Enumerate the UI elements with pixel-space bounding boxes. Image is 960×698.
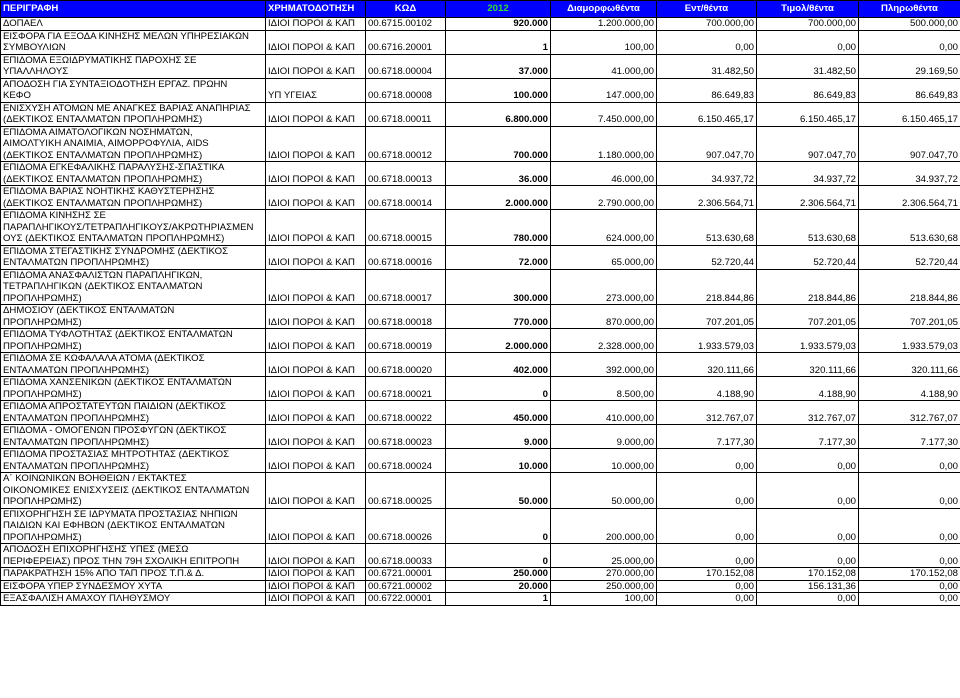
cell-code: 00.6721.00002: [366, 580, 446, 593]
cell-formed: 8.500,00: [551, 377, 657, 401]
description-line: ΕΝΤΑΛΜΑΤΩΝ ΠΡΟΠΛΗΡΩΜΗΣ): [3, 436, 150, 448]
cell-code: 00.6718.00025: [366, 473, 446, 509]
cell-committed: 907.047,70: [657, 126, 757, 162]
description-line: ΕΙΣΦΟΡΑ ΥΠΕΡ ΣΥΝΔΕΣΜΟΥ ΧΥΤΑ: [3, 580, 163, 592]
cell-committed: 4.188,90: [657, 377, 757, 401]
description-line: ΠΑΡΑΠΛΗΓΙΚΟΥΣ/ΤΕΤΡΑΠΛΗΓΙΚΟΥΣ/ΑΚΡΩΤΗΡΙΑΣΜΕΝ: [3, 221, 254, 233]
cell-paid: 7.177,30: [859, 425, 960, 449]
cell-funding: ΙΔΙΟΙ ΠΟΡΟΙ & ΚΑΠ: [266, 544, 366, 568]
cell-code: 00.6718.00024: [366, 449, 446, 473]
cell-committed: 7.177,30: [657, 425, 757, 449]
cell-2012: 2.000.000: [446, 329, 551, 353]
cell-description: [1, 269, 266, 305]
cell-committed: 0,00: [657, 473, 757, 509]
description-line: ΕΠΙΔΟΜΑ ΠΡΟΣΤΑΣΙΑΣ ΜΗΤΡΟΤΗΤΑΣ (ΔΕΚΤΙΚΟΣ: [3, 449, 230, 460]
cell-paid: 2.306.564,71: [859, 186, 960, 210]
table-row: [1, 449, 960, 473]
cell-paid: 34.937,72: [859, 162, 960, 186]
cell-funding: ΙΔΙΟΙ ΠΟΡΟΙ & ΚΑΠ: [266, 508, 366, 544]
cell-funding: ΙΔΙΟΙ ΠΟΡΟΙ & ΚΑΠ: [266, 401, 366, 425]
cell-2012: 20.000: [446, 580, 551, 593]
cell-invoiced: 34.937,72: [757, 162, 859, 186]
description-line: ΠΡΟΠΛΗΡΩΜΗΣ): [3, 292, 82, 304]
cell-invoiced: 52.720,44: [757, 245, 859, 269]
table-row: [1, 580, 960, 593]
cell-2012: 2.000.000: [446, 186, 551, 210]
cell-invoiced: 4.188,90: [757, 377, 859, 401]
cell-funding: ΙΔΙΟΙ ΠΟΡΟΙ & ΚΑΠ: [266, 353, 366, 377]
cell-funding: ΙΔΙΟΙ ΠΟΡΟΙ & ΚΑΠ: [266, 329, 366, 353]
cell-2012: 1: [446, 30, 551, 54]
cell-description: [1, 162, 266, 186]
description-line: ΕΠΙΔΟΜΑ ΕΓΚΕΦΑΛΙΚΗΣ ΠΑΡΑΛΥΣΗΣ-ΣΠΑΣΤΙΚΑ: [3, 162, 225, 173]
cell-funding: ΙΔΙΟΙ ΠΟΡΟΙ & ΚΑΠ: [266, 425, 366, 449]
cell-committed: 0,00: [657, 580, 757, 593]
table-row: [1, 473, 960, 509]
table-row: [1, 329, 960, 353]
cell-formed: 250.000,00: [551, 580, 657, 593]
cell-formed: 200.000,00: [551, 508, 657, 544]
cell-committed: 312.767,07: [657, 401, 757, 425]
cell-description: [1, 544, 266, 568]
cell-invoiced: 86.649,83: [757, 78, 859, 102]
cell-code: 00.6718.00018: [366, 305, 446, 329]
cell-invoiced: 31.482,50: [757, 54, 859, 78]
description-line: ΕΠΙΔΟΜΑ ΤΥΦΛΟΤΗΤΑΣ (ΔΕΚΤΙΚΟΣ ΕΝΤΑΛΜΑΤΩΝ: [3, 329, 233, 340]
cell-code: 00.6718.00022: [366, 401, 446, 425]
description-line: (ΔΕΚΤΙΚΟΣ ΕΝΤΑΛΜΑΤΩΝ ΠΡΟΠΛΗΡΩΜΗΣ): [3, 197, 203, 209]
cell-committed: 707.201,05: [657, 305, 757, 329]
description-line: ΕΝΤΑΛΜΑΤΩΝ ΠΡΟΠΛΗΡΩΜΗΣ): [3, 364, 150, 376]
cell-formed: 50.000,00: [551, 473, 657, 509]
cell-paid: 170.152,08: [859, 568, 960, 581]
cell-committed: 0,00: [657, 593, 757, 606]
cell-formed: 410.000,00: [551, 401, 657, 425]
cell-2012: 700.000: [446, 126, 551, 162]
description-line: ΣΥΜΒΟΥΛΙΩΝ: [3, 42, 66, 53]
cell-description: [1, 305, 266, 329]
table-row: [1, 30, 960, 54]
cell-description: [1, 425, 266, 449]
description-line: ΕΠΙΧΟΡΗΓΗΣΗ ΣΕ ΙΔΡΥΜΑΤΑ ΠΡΟΣΤΑΣΙΑΣ ΝΗΠΙΩΝ: [3, 508, 238, 520]
cell-paid: 312.767,07: [859, 401, 960, 425]
cell-description: [1, 377, 266, 401]
cell-formed: 25.000,00: [551, 544, 657, 568]
cell-2012: 50.000: [446, 473, 551, 509]
cell-invoiced: 0,00: [757, 449, 859, 473]
cell-formed: 1.180.000,00: [551, 126, 657, 162]
cell-2012: 37.000: [446, 54, 551, 78]
description-line: ΠΑΡΑΚΡΑΤΗΣΗ 15% ΑΠΟ ΤΑΠ ΠΡΟΣ Τ.Π.& Δ.: [3, 568, 205, 579]
cell-2012: 9.000: [446, 425, 551, 449]
description-line: (ΔΕΚΤΙΚΟΣ ΕΝΤΑΛΜΑΤΩΝ ΠΡΟΠΛΗΡΩΜΗΣ): [3, 149, 203, 161]
cell-invoiced: 707.201,05: [757, 305, 859, 329]
cell-2012: 6.800.000: [446, 102, 551, 126]
cell-description: [1, 353, 266, 377]
cell-invoiced: 0,00: [757, 473, 859, 509]
description-line: ΔΟΠΑΕΛ: [3, 18, 43, 29]
cell-description: [1, 401, 266, 425]
cell-description: [1, 580, 266, 593]
cell-committed: 52.720,44: [657, 245, 757, 269]
cell-paid: 4.188,90: [859, 377, 960, 401]
table-row: [1, 162, 960, 186]
cell-invoiced: 0,00: [757, 593, 859, 606]
cell-invoiced: 0,00: [757, 30, 859, 54]
header-invoiced: Τιμολ/θέντα: [757, 1, 859, 18]
cell-formed: 7.450.000,00: [551, 102, 657, 126]
header-committed: Εντ/θέντα: [657, 1, 757, 18]
table-row: [1, 186, 960, 210]
cell-committed: 0,00: [657, 449, 757, 473]
cell-2012: 10.000: [446, 449, 551, 473]
cell-paid: 0,00: [859, 580, 960, 593]
cell-funding: ΙΔΙΟΙ ΠΟΡΟΙ & ΚΑΠ: [266, 210, 366, 246]
cell-description: [1, 210, 266, 246]
cell-committed: 1.933.579,03: [657, 329, 757, 353]
cell-formed: 392.000,00: [551, 353, 657, 377]
cell-paid: 707.201,05: [859, 305, 960, 329]
cell-committed: 34.937,72: [657, 162, 757, 186]
header-row: [1, 1, 960, 18]
cell-description: [1, 449, 266, 473]
cell-2012: 0: [446, 544, 551, 568]
cell-funding: ΙΔΙΟΙ ΠΟΡΟΙ & ΚΑΠ: [266, 593, 366, 606]
table-row: [1, 544, 960, 568]
cell-committed: 513.630,68: [657, 210, 757, 246]
cell-invoiced: 6.150.465,17: [757, 102, 859, 126]
cell-formed: 2.790.000,00: [551, 186, 657, 210]
cell-funding: ΙΔΙΟΙ ΠΟΡΟΙ & ΚΑΠ: [266, 102, 366, 126]
cell-description: [1, 54, 266, 78]
cell-funding: ΙΔΙΟΙ ΠΟΡΟΙ & ΚΑΠ: [266, 473, 366, 509]
cell-invoiced: 156.131,36: [757, 580, 859, 593]
description-line: ΠΑΙΔΙΩΝ ΚΑΙ ΕΦΗΒΩΝ (ΔΕΚΤΙΚΟΣ ΕΝΤΑΛΜΑΤΩΝ: [3, 520, 225, 531]
table-row: [1, 508, 960, 544]
cell-funding: ΙΔΙΟΙ ΠΟΡΟΙ & ΚΑΠ: [266, 162, 366, 186]
description-line: ΕΠΙΔΟΜΑ ΣΕ ΚΩΦΑΛΑΛΑ ΑΤΟΜΑ (ΔΕΚΤΙΚΟΣ: [3, 353, 205, 364]
description-line: ΠΡΟΠΛΗΡΩΜΗΣ): [3, 316, 82, 328]
table-row: [1, 401, 960, 425]
description-line: ΑΠΟΔΟΣΗ ΕΠΙΧΟΡΗΓΗΣΗΣ ΥΠΕΣ (ΜΕΣΩ: [3, 544, 189, 555]
description-line: ΕΠΙΔΟΜΑ ΒΑΡΙΑΣ ΝΟΗΤΙΚΗΣ ΚΑΘΥΣΤΕΡΗΣΗΣ: [3, 186, 215, 197]
cell-invoiced: 1.933.579,03: [757, 329, 859, 353]
cell-funding: ΙΔΙΟΙ ΠΟΡΟΙ & ΚΑΠ: [266, 269, 366, 305]
cell-description: [1, 102, 266, 126]
cell-committed: 2.306.564,71: [657, 186, 757, 210]
cell-description: [1, 593, 266, 606]
cell-funding: ΥΠ ΥΓΕΙΑΣ: [266, 78, 366, 102]
description-line: ΥΠΑΛΛΗΛΟΥΣ: [3, 66, 69, 77]
cell-code: 00.6722.00001: [366, 593, 446, 606]
table-row: [1, 245, 960, 269]
cell-paid: 0,00: [859, 593, 960, 606]
table-row: [1, 126, 960, 162]
description-line: ΕΞΑΣΦΑΛΙΣΗ ΑΜΑΧΟΥ ΠΛΗΘΥΣΜΟΥ: [3, 593, 171, 604]
cell-invoiced: 320.111,66: [757, 353, 859, 377]
header-paid: Πληρωθέντα: [859, 1, 960, 18]
cell-2012: 250.000: [446, 568, 551, 581]
cell-formed: 273.000,00: [551, 269, 657, 305]
cell-committed: 0,00: [657, 544, 757, 568]
description-line: ΠΡΟΠΛΗΡΩΜΗΣ): [3, 388, 82, 400]
cell-funding: ΙΔΙΟΙ ΠΟΡΟΙ & ΚΑΠ: [266, 377, 366, 401]
table-row: [1, 425, 960, 449]
cell-formed: 147.000,00: [551, 78, 657, 102]
cell-paid: 513.630,68: [859, 210, 960, 246]
cell-paid: 0,00: [859, 473, 960, 509]
cell-description: [1, 18, 266, 31]
table-row: [1, 269, 960, 305]
cell-description: [1, 329, 266, 353]
cell-invoiced: 0,00: [757, 544, 859, 568]
description-line: ΕΠΙΔΟΜΑ ΧΑΝΣΕΝΙΚΩΝ (ΔΕΚΤΙΚΟΣ ΕΝΤΑΛΜΑΤΩΝ: [3, 377, 232, 388]
cell-code: 00.6721.00001: [366, 568, 446, 581]
cell-committed: 0,00: [657, 508, 757, 544]
cell-paid: 1.933.579,03: [859, 329, 960, 353]
description-line: ΕΝΤΑΛΜΑΤΩΝ ΠΡΟΠΛΗΡΩΜΗΣ): [3, 257, 150, 268]
description-line: ΠΡΟΠΛΗΡΩΜΗΣ): [3, 340, 82, 352]
cell-paid: 52.720,44: [859, 245, 960, 269]
cell-paid: 218.844,86: [859, 269, 960, 305]
cell-committed: 0,00: [657, 30, 757, 54]
cell-2012: 402.000: [446, 353, 551, 377]
cell-2012: 1: [446, 593, 551, 606]
header-description: ΠΕΡΙΓΡΑΦΗ: [1, 1, 266, 18]
description-line: ΕΠΙΔΟΜΑ - ΟΜΟΓΕΝΩΝ ΠΡΟΣΦΥΓΩΝ (ΔΕΚΤΙΚΟΣ: [3, 425, 227, 436]
description-line: ΕΠΙΔΟΜΑ ΑΠΡΟΣΤΑΤΕΥΤΩΝ ΠΑΙΔΙΩΝ (ΔΕΚΤΙΚΟΣ: [3, 401, 226, 412]
description-line: ΕΙΣΦΟΡΑ ΓΙΑ ΕΞΟΔΑ ΚΙΝΗΣΗΣ ΜΕΛΩΝ ΥΠΗΡΕΣΙΑΚΩΝ: [3, 30, 249, 42]
description-line: ΠΡΟΠΛΗΡΩΜΗΣ): [3, 531, 82, 543]
table-row: [1, 593, 960, 606]
cell-funding: ΙΔΙΟΙ ΠΟΡΟΙ & ΚΑΠ: [266, 30, 366, 54]
cell-funding: ΙΔΙΟΙ ΠΟΡΟΙ & ΚΑΠ: [266, 449, 366, 473]
cell-funding: ΙΔΙΟΙ ΠΟΡΟΙ & ΚΑΠ: [266, 186, 366, 210]
cell-paid: 907.047,70: [859, 126, 960, 162]
cell-description: [1, 245, 266, 269]
cell-formed: 41.000,00: [551, 54, 657, 78]
description-line: ΠΕΡΙΦΕΡΕΙΑΣ) ΠΡΟΣ ΤΗΝ 79Η ΣΧΟΛΙΚΗ ΕΠΙΤΡΟΠΗ: [3, 555, 240, 567]
cell-committed: 700.000,00: [657, 18, 757, 31]
cell-2012: 36.000: [446, 162, 551, 186]
cell-2012: 300.000: [446, 269, 551, 305]
cell-code: 00.6718.00020: [366, 353, 446, 377]
cell-formed: 65.000,00: [551, 245, 657, 269]
cell-code: 00.6718.00033: [366, 544, 446, 568]
cell-description: [1, 508, 266, 544]
cell-2012: 450.000: [446, 401, 551, 425]
cell-paid: 6.150.465,17: [859, 102, 960, 126]
description-line: ΕΝΤΑΛΜΑΤΩΝ ΠΡΟΠΛΗΡΩΜΗΣ): [3, 460, 150, 472]
cell-code: 00.6715.00102: [366, 18, 446, 31]
cell-description: [1, 186, 266, 210]
cell-funding: ΙΔΙΟΙ ΠΟΡΟΙ & ΚΑΠ: [266, 305, 366, 329]
cell-formed: 270.000,00: [551, 568, 657, 581]
description-line: ΑΠΟΔΟΣΗ ΓΙΑ ΣΥΝΤΑΞΙΟΔΟΤΗΣΗ ΕΡΓΑΖ. ΠΡΩΗΝ: [3, 78, 228, 90]
cell-formed: 100,00: [551, 30, 657, 54]
cell-invoiced: 700.000,00: [757, 18, 859, 31]
header-funding: ΧΡΗΜΑΤΟΔΟΤΗΣΗ: [266, 1, 366, 18]
description-line: ΕΠΙΔΟΜΑ ΣΤΕΓΑΣΤΙΚΗΣ ΣΥΝΔΡΟΜΗΣ (ΔΕΚΤΙΚΟΣ: [3, 245, 229, 257]
cell-paid: 320.111,66: [859, 353, 960, 377]
cell-description: [1, 78, 266, 102]
cell-code: 00.6716.20001: [366, 30, 446, 54]
description-line: ΕΠΙΔΟΜΑ ΚΙΝΗΣΗΣ ΣΕ: [3, 210, 106, 221]
description-line: ΕΝΤΑΛΜΑΤΩΝ ΠΡΟΠΛΗΡΩΜΗΣ): [3, 412, 150, 424]
cell-invoiced: 7.177,30: [757, 425, 859, 449]
table-row: [1, 102, 960, 126]
cell-funding: ΙΔΙΟΙ ΠΟΡΟΙ & ΚΑΠ: [266, 18, 366, 31]
cell-2012: 0: [446, 377, 551, 401]
cell-formed: 1.200.000,00: [551, 18, 657, 31]
cell-invoiced: 170.152,08: [757, 568, 859, 581]
cell-2012: 770.000: [446, 305, 551, 329]
table-row: [1, 54, 960, 78]
cell-formed: 9.000,00: [551, 425, 657, 449]
cell-formed: 624.000,00: [551, 210, 657, 246]
cell-committed: 170.152,08: [657, 568, 757, 581]
cell-paid: 86.649,83: [859, 78, 960, 102]
cell-committed: 6.150.465,17: [657, 102, 757, 126]
cell-funding: ΙΔΙΟΙ ΠΟΡΟΙ & ΚΑΠ: [266, 54, 366, 78]
description-line: (ΔΕΚΤΙΚΟΣ ΕΝΤΑΛΜΑΤΩΝ ΠΡΟΠΛΗΡΩΜΗΣ): [3, 114, 203, 125]
cell-code: 00.6718.00023: [366, 425, 446, 449]
header-formed: Διαμορφωθέντα: [551, 1, 657, 18]
description-line: ΕΠΙΔΟΜΑ ΑΝΑΣΦΑΛΙΣΤΩΝ ΠΑΡΑΠΛΗΓΙΚΩΝ,: [3, 269, 203, 281]
table-row: [1, 305, 960, 329]
cell-code: 00.6718.00019: [366, 329, 446, 353]
cell-2012: 100.000: [446, 78, 551, 102]
cell-formed: 10.000,00: [551, 449, 657, 473]
description-line: ΚΕΦΟ: [3, 90, 31, 101]
cell-committed: 86.649,83: [657, 78, 757, 102]
table-row: [1, 18, 960, 31]
cell-invoiced: 907.047,70: [757, 126, 859, 162]
cell-2012: 920.000: [446, 18, 551, 31]
cell-funding: ΙΔΙΟΙ ΠΟΡΟΙ & ΚΑΠ: [266, 245, 366, 269]
description-line: ΕΠΙΔΟΜΑ ΕΞΩΙΔΡΥΜΑΤΙΚΗΣ ΠΑΡΟΧΗΣ ΣΕ: [3, 54, 197, 66]
description-line: ΕΝΙΣΧΥΣΗ ΑΤΟΜΩΝ ΜΕ ΑΝΑΓΚΕΣ ΒΑΡΙΑΣ ΑΝΑΠΗΡΙΑΣ: [3, 102, 251, 114]
cell-committed: 218.844,86: [657, 269, 757, 305]
cell-2012: 780.000: [446, 210, 551, 246]
description-line: ΟΥΣ (ΔΕΚΤΙΚΟΣ ΕΝΤΑΛΜΑΤΩΝ ΠΡΟΠΛΗΡΩΜΗΣ): [3, 233, 225, 244]
description-line: Α΄ ΚΟΙΝΩΝΙΚΩΝ ΒΟΗΘΕΙΩΝ / ΕΚΤΑΚΤΕΣ: [3, 473, 187, 484]
cell-code: 00.6718.00021: [366, 377, 446, 401]
description-line: ΤΕΤΡΑΠΛΗΓΙΚΩΝ (ΔΕΚΤΙΚΟΣ ΕΝΤΑΛΜΑΤΩΝ: [3, 281, 203, 292]
cell-code: 00.6718.00013: [366, 162, 446, 186]
cell-formed: 2.328.000,00: [551, 329, 657, 353]
cell-formed: 870.000,00: [551, 305, 657, 329]
description-line: ΕΠΙΔΟΜΑ ΑΙΜΑΤΟΛΟΓΙΚΩΝ ΝΟΣΗΜΑΤΩΝ,: [3, 126, 193, 138]
cell-paid: 500.000,00: [859, 18, 960, 31]
description-line: ΔΗΜΟΣΙΟΥ (ΔΕΚΤΙΚΟΣ ΕΝΤΑΛΜΑΤΩΝ: [3, 305, 175, 316]
cell-description: [1, 473, 266, 509]
cell-code: 00.6718.00008: [366, 78, 446, 102]
cell-code: 00.6718.00015: [366, 210, 446, 246]
header-year: 2012: [446, 1, 551, 18]
cell-description: [1, 126, 266, 162]
cell-invoiced: 2.306.564,71: [757, 186, 859, 210]
cell-committed: 31.482,50: [657, 54, 757, 78]
cell-2012: 0: [446, 508, 551, 544]
cell-invoiced: 312.767,07: [757, 401, 859, 425]
cell-committed: 320.111,66: [657, 353, 757, 377]
description-line: ΑΙΜΟΛΤΥΙΚΗ ΑΝΑΙΜΙΑ, ΑΙΜΟΡΡΟΦΥΛΙΑ, AIDS: [3, 138, 209, 149]
cell-code: 00.6718.00026: [366, 508, 446, 544]
budget-body: [1, 18, 960, 606]
cell-description: [1, 30, 266, 54]
description-line: ΟΙΚΟΝΟΜΙΚΕΣ ΕΝΙΣΧΥΣΕΙΣ (ΔΕΚΤΙΚΟΣ ΕΝΤΑΛΜΑΤΩΝ: [3, 484, 250, 496]
cell-description: [1, 568, 266, 581]
cell-paid: 0,00: [859, 449, 960, 473]
table-row: [1, 568, 960, 581]
table-row: [1, 353, 960, 377]
cell-invoiced: 513.630,68: [757, 210, 859, 246]
cell-code: 00.6718.00017: [366, 269, 446, 305]
cell-invoiced: 0,00: [757, 508, 859, 544]
description-line: (ΔΕΚΤΙΚΟΣ ΕΝΤΑΛΜΑΤΩΝ ΠΡΟΠΛΗΡΩΜΗΣ): [3, 173, 203, 185]
cell-code: 00.6718.00011: [366, 102, 446, 126]
cell-funding: ΙΔΙΟΙ ΠΟΡΟΙ & ΚΑΠ: [266, 126, 366, 162]
cell-code: 00.6718.00004: [366, 54, 446, 78]
cell-funding: ΙΔΙΟΙ ΠΟΡΟΙ & ΚΑΠ: [266, 580, 366, 593]
cell-2012: 72.000: [446, 245, 551, 269]
cell-invoiced: 218.844,86: [757, 269, 859, 305]
table-row: [1, 377, 960, 401]
cell-formed: 100,00: [551, 593, 657, 606]
cell-paid: 0,00: [859, 544, 960, 568]
cell-paid: 0,00: [859, 508, 960, 544]
table-row: [1, 78, 960, 102]
cell-code: 00.6718.00014: [366, 186, 446, 210]
cell-code: 00.6718.00012: [366, 126, 446, 162]
cell-code: 00.6718.00016: [366, 245, 446, 269]
cell-paid: 29.169,50: [859, 54, 960, 78]
cell-formed: 46.000,00: [551, 162, 657, 186]
header-code: ΚΩΔ: [366, 1, 446, 18]
description-line: ΠΡΟΠΛΗΡΩΜΗΣ): [3, 496, 82, 507]
cell-funding: ΙΔΙΟΙ ΠΟΡΟΙ & ΚΑΠ: [266, 568, 366, 581]
table-row: [1, 210, 960, 246]
cell-paid: 0,00: [859, 30, 960, 54]
